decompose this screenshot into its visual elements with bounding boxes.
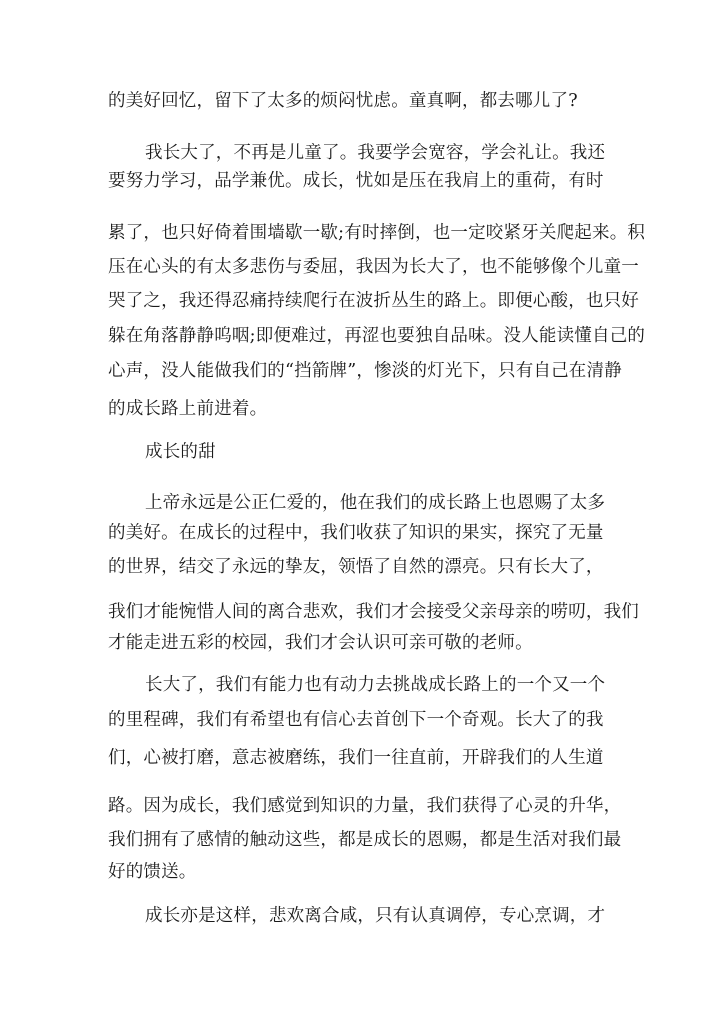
text-line: 们，心被打磨，意志被磨练，我们一往直前，开辟我们的人生道: [108, 748, 604, 768]
text-line: 躲在角落静静呜咽;即便难过，再涩也要独自品味。没人能读懂自己的: [108, 326, 646, 346]
text-line: 的里程碑，我们有希望也有信心去首创下一个奇观。长大了的我: [108, 710, 604, 730]
section-heading: 成长的甜: [145, 442, 216, 462]
text-line: 压在心头的有太多悲伤与委屈，我因为长大了，也不能够像个儿童一: [108, 257, 639, 277]
text-line: 要努力学习，品学兼优。成长，忧如是压在我肩上的重荷，有时: [108, 171, 604, 191]
text-line: 的成长路上前进着。: [108, 399, 268, 419]
text-line: 的美好回忆，留下了太多的烦闷忧虑。童真啊，都去哪儿了?: [108, 91, 578, 111]
text-line: 才能走进五彩的校园，我们才会认识可亲可敬的老师。: [108, 633, 533, 653]
text-line: 我们才能惋惜人间的离合悲欢，我们才会接受父亲母亲的唠叨，我们: [108, 602, 639, 622]
text-line: 好的馈送。: [108, 862, 197, 882]
text-line: 我长大了，不再是儿童了。我要学会宽容，学会礼让。我还: [145, 143, 606, 163]
text-line: 心声，没人能做我们的“挡箭牌”，惨淡的灯光下，只有自己在清静: [108, 361, 622, 381]
text-line: 的世界，结交了永远的挚友，领悟了自然的漂亮。只有长大了，: [108, 557, 604, 577]
text-line: 长大了，我们有能力也有动力去挑战成长路上的一个又一个: [145, 675, 606, 695]
text-line: 成长亦是这样，悲欢离合咸，只有认真调停，专心烹调，才: [145, 906, 606, 926]
text-line: 上帝永远是公正仁爱的，他在我们的成长路上也恩赐了太多: [145, 493, 606, 513]
text-line: 哭了之，我还得忍痛持续爬行在波折丛生的路上。即便心酸，也只好: [108, 291, 639, 311]
text-line: 的美好。在成长的过程中，我们收获了知识的果实，探究了无量: [108, 523, 604, 543]
text-line: 累了，也只好倚着围墙歇一歇;有时摔倒，也一定咬紧牙关爬起来。积: [108, 223, 646, 243]
text-line: 我们拥有了感情的触动这些，都是成长的恩赐，都是生活对我们最: [108, 830, 622, 850]
text-line: 路。因为成长，我们感觉到知识的力量，我们获得了心灵的升华，: [108, 796, 622, 816]
